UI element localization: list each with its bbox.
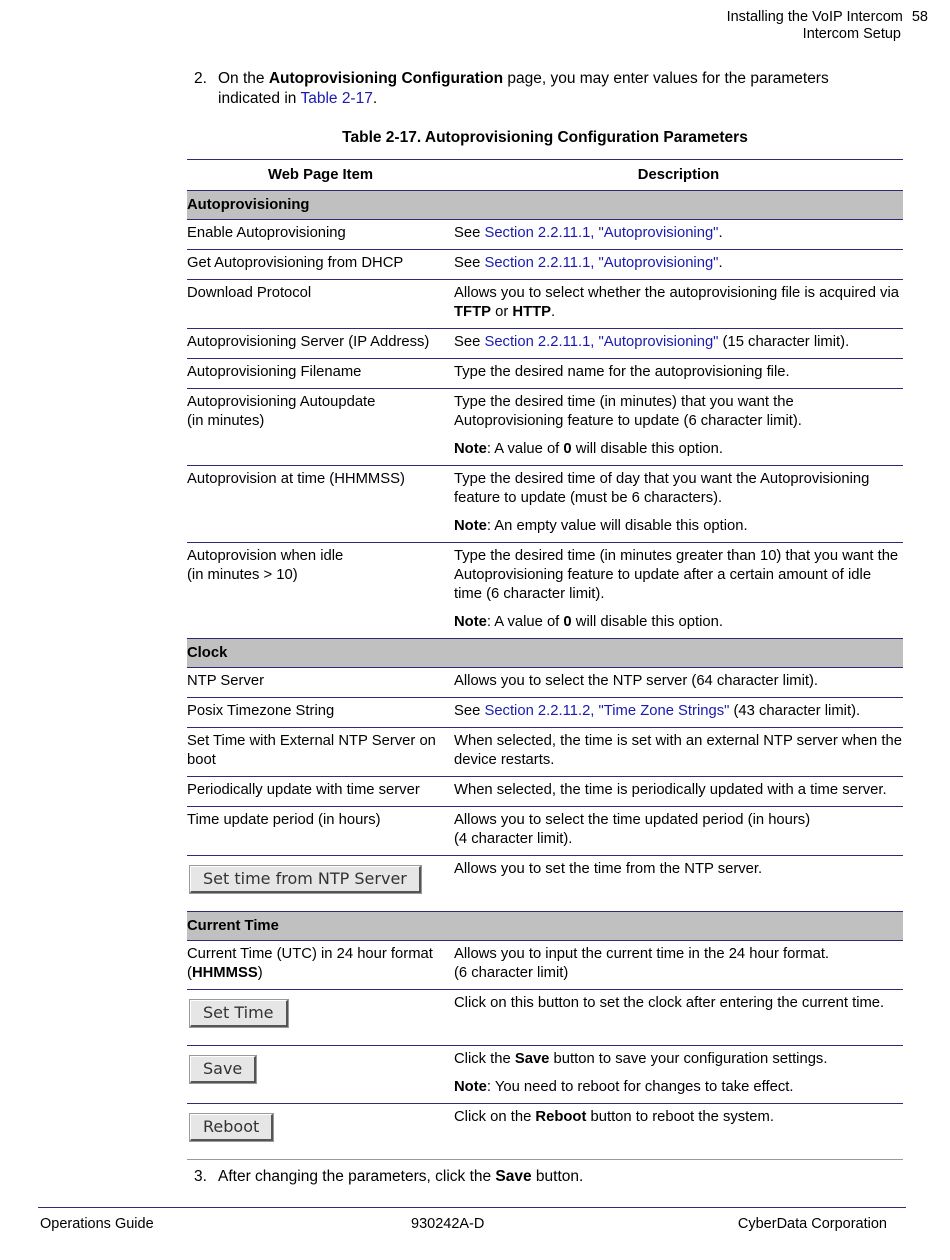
text-run: will disable this option. (571, 441, 723, 457)
text-run: Allows you to select the NTP server (64 character limit). (454, 673, 819, 689)
text-run: See (454, 334, 485, 350)
section-header-current-time: Current Time (187, 912, 903, 941)
bold-text: 0 (563, 441, 572, 457)
table-row (187, 466, 903, 543)
text-run: Allows you to select the time updated period (in hours) (4 character limit). (454, 812, 811, 847)
table-row (187, 856, 903, 912)
step-text: On the (218, 70, 269, 87)
step-number: 3. (194, 1168, 207, 1185)
footer-doc-number: 930242A-D (411, 1216, 485, 1232)
item-label: Autoprovision at time (HHMMSS) (187, 471, 405, 487)
section-link[interactable]: Section 2.2.11.1, "Autoprovisioning" (484, 334, 719, 350)
table-link[interactable]: Table 2-17 (300, 90, 373, 107)
text-run: Allows you to set the time from the NTP server. (454, 861, 763, 877)
table-row (187, 389, 903, 466)
text-run: . (551, 304, 556, 320)
table-row (187, 990, 903, 1046)
step-text: After changing the parameters, click the (218, 1168, 496, 1185)
footer-doc-title: Operations Guide (40, 1216, 154, 1232)
section-link[interactable]: Section 2.2.11.2, "Time Zone Strings" (484, 703, 730, 719)
text-run: Current Time (UTC) in 24 hour format ( (187, 946, 433, 981)
step-number: 2. (194, 70, 207, 87)
item-description (454, 1046, 903, 1104)
description-text (454, 470, 903, 508)
item-description (454, 466, 903, 543)
table-row (187, 777, 903, 807)
bold-text: Note (454, 441, 487, 457)
web-page-item (187, 359, 454, 389)
web-page-item (187, 1104, 454, 1160)
section-header-autoprovisioning: Autoprovisioning (187, 191, 903, 220)
bold-text: Note (454, 1079, 487, 1095)
description-text (454, 254, 903, 273)
text-run: Type the desired time (in minutes greater than 10) that you want the Autoprovisioning feature to update after a certain amount of idle time (6 character limit). (454, 548, 899, 602)
item-description (454, 389, 903, 466)
description-text (454, 1108, 903, 1127)
text-run: : An empty value will disable this option. (486, 518, 748, 534)
web-page-item (187, 941, 454, 990)
text-run: When selected, the time is set with an external NTP server when the device restarts. (454, 733, 902, 768)
text-run: See (454, 255, 485, 271)
description-text (454, 284, 903, 322)
step-text: . (372, 90, 378, 107)
description-text (454, 994, 903, 1013)
description-text (454, 333, 903, 352)
item-label: Set Time with External NTP Server on boot (187, 733, 436, 768)
text-run: or (491, 304, 513, 320)
column-header-item: Web Page Item (187, 160, 454, 191)
table-row (187, 220, 903, 250)
text-run: . (718, 225, 723, 241)
table-row (187, 359, 903, 389)
description-text (454, 860, 903, 879)
description-text (454, 945, 903, 983)
item-description (454, 280, 903, 329)
bold-text: Save (514, 1051, 550, 1067)
item-label: Autoprovisioning Autoupdate (in minutes) (187, 394, 376, 429)
item-description (454, 220, 903, 250)
text-run: Click on the (454, 1109, 536, 1125)
table-row (187, 698, 903, 728)
set-time-button[interactable]: Set Time (190, 1000, 288, 1027)
item-description (454, 543, 903, 639)
text-run: Type the desired time of day that you want the Autoprovisioning feature to update (must be 6 characters). (454, 471, 870, 506)
web-page-item (187, 728, 454, 777)
item-description (454, 329, 903, 359)
step-text: button. (531, 1168, 584, 1185)
footer-rule (38, 1207, 906, 1208)
item-description (454, 359, 903, 389)
text-run: : A value of (486, 441, 564, 457)
step-text: page, you may enter values for the parameters indicated in (218, 70, 829, 107)
text-run: : A value of (486, 614, 564, 630)
text-run: (43 character limit). (729, 703, 861, 719)
table-row (187, 668, 903, 698)
save-label: Save (495, 1168, 532, 1185)
description-text (454, 672, 903, 691)
text-run: When selected, the time is periodically updated with a time server. (454, 782, 887, 798)
web-page-item (187, 668, 454, 698)
table-caption: Table 2-17. Autoprovisioning Configuration Parameters (342, 129, 748, 146)
bold-text: Note (454, 614, 487, 630)
table-row (187, 329, 903, 359)
text-run: : You need to reboot for changes to take effect. (486, 1079, 794, 1095)
description-text (454, 393, 903, 431)
description-text (454, 732, 903, 770)
section-link[interactable]: Section 2.2.11.1, "Autoprovisioning" (484, 225, 719, 241)
text-run: . (718, 255, 723, 271)
text-run: will disable this option. (571, 614, 723, 630)
text-run: ) (257, 965, 263, 981)
bold-text: HHMMSS (191, 965, 258, 981)
web-page-item (187, 466, 454, 543)
item-description (454, 1104, 903, 1160)
table-row (187, 543, 903, 639)
column-header-description: Description (454, 160, 903, 191)
web-page-item (187, 1046, 454, 1104)
item-description (454, 728, 903, 777)
bold-text: HTTP (512, 304, 552, 320)
web-page-item (187, 807, 454, 856)
web-page-item (187, 543, 454, 639)
bold-text: TFTP (454, 304, 491, 320)
table-row (187, 280, 903, 329)
footer-company: CyberData Corporation (737, 1216, 887, 1232)
item-description (454, 777, 903, 807)
item-label: Download Protocol (187, 285, 312, 301)
item-label: Autoprovisioning Server (IP Address) (187, 334, 430, 350)
description-text (454, 547, 903, 604)
set-time-from-ntp-server-button[interactable]: Set time from NTP Server (190, 866, 421, 893)
description-text (454, 224, 903, 243)
item-description (454, 698, 903, 728)
page-header (727, 9, 928, 43)
item-description (454, 941, 903, 990)
bold-text: Reboot (535, 1109, 587, 1125)
description-text (454, 811, 903, 849)
item-description (454, 807, 903, 856)
web-page-item (187, 250, 454, 280)
description-text (454, 702, 903, 721)
item-label: Time update period (in hours) (187, 812, 381, 828)
text-run: See (454, 703, 485, 719)
bold-text: Note (454, 518, 487, 534)
web-page-item (187, 280, 454, 329)
table-row (187, 250, 903, 280)
item-label: Get Autoprovisioning from DHCP (187, 255, 404, 271)
reboot-button[interactable]: Reboot (190, 1114, 273, 1141)
item-label: NTP Server (187, 673, 265, 689)
table-row (187, 1104, 903, 1160)
item-label: Enable Autoprovisioning (187, 225, 346, 241)
item-label: Periodically update with time server (187, 782, 420, 798)
web-page-item (187, 990, 454, 1046)
text-run: Allows you to select whether the autoprovisioning file is acquired via (454, 285, 899, 301)
text-run: (15 character limit). (718, 334, 850, 350)
text-run: Type the desired time (in minutes) that you want the Autoprovisioning feature to update (6 character limit). (454, 394, 802, 429)
save-button[interactable]: Save (190, 1056, 256, 1083)
web-page-item (187, 856, 454, 912)
item-label: Autoprovision when idle (in minutes > 10) (187, 548, 344, 583)
text-run: See (454, 225, 485, 241)
note-text (454, 1078, 903, 1097)
table-row (187, 1046, 903, 1104)
text-run: button to reboot the system. (586, 1109, 774, 1125)
description-text (454, 1050, 903, 1069)
header-section: Installing the VoIP Intercom (726, 9, 903, 25)
item-description (454, 856, 903, 912)
description-text (454, 781, 903, 800)
web-page-item (187, 220, 454, 250)
web-page-item (187, 329, 454, 359)
header-subsection: Intercom Setup (802, 26, 901, 42)
page-name: Autoprovisioning Configuration (268, 70, 504, 87)
web-page-item (187, 389, 454, 466)
item-description (454, 990, 903, 1046)
item-description (454, 668, 903, 698)
item-label: Posix Timezone String (187, 703, 335, 719)
web-page-item (187, 777, 454, 807)
text-run: Click on this button to set the clock after entering the current time. (454, 995, 885, 1011)
text-run: button to save your configuration settings. (549, 1051, 828, 1067)
note-text (454, 440, 903, 459)
text-run: Allows you to input the current time in the 24 hour format. (6 character limit) (454, 946, 830, 981)
text-run: Type the desired name for the autoprovisioning file. (454, 364, 790, 380)
step-3 (194, 1167, 884, 1187)
bold-text: 0 (563, 614, 572, 630)
web-page-item (187, 698, 454, 728)
description-text (454, 363, 903, 382)
section-link[interactable]: Section 2.2.11.1, "Autoprovisioning" (484, 255, 719, 271)
text-run: Click the (454, 1051, 515, 1067)
item-description (454, 250, 903, 280)
step-2 (194, 69, 884, 109)
parameters-table (187, 159, 903, 1160)
table-row (187, 728, 903, 777)
table-row (187, 941, 903, 990)
page-number: 58 (911, 9, 928, 25)
note-text (454, 613, 903, 632)
section-header-clock: Clock (187, 639, 903, 668)
item-label: Autoprovisioning Filename (187, 364, 362, 380)
note-text (454, 517, 903, 536)
table-row (187, 807, 903, 856)
